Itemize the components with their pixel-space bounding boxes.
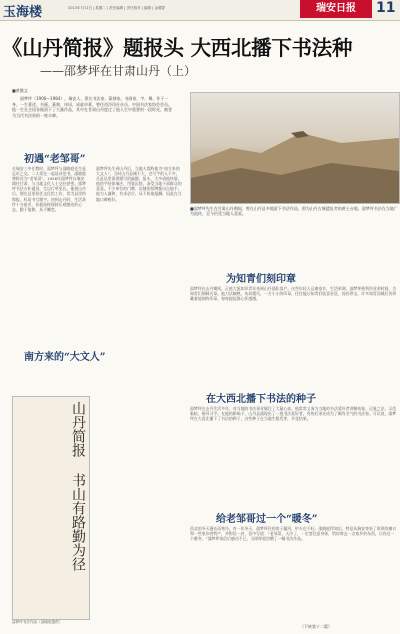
article-title: 《山丹简报》题报头 大西北播下书法种 (2, 36, 353, 60)
photo-caption (190, 206, 398, 217)
header-meta: 2013年7月1日 | 星期二 | 责任编辑 | 责任校对 | 编辑 | 金增婴 (68, 6, 165, 10)
calligraphy-text: 山丹简报 书山有路勤为径 (70, 401, 86, 571)
article-subtitle: ——邵梦坪在甘肃山丹（上） (40, 64, 197, 78)
page-header (0, 0, 400, 21)
section-text-3: 邵梦坪在山丹期间，正值大批知识青年来到山丹插队落户。这些年轻人远离家乡，生活单调。邵梦坪便利用业余时间，为知青们刻制名章。他刀法娴熟，布局精巧，一方小小的印章，往往能让知青们欣喜若狂，视若珍宝。许多知青回城后仍珍藏着他刻的印章，每每提起都心怀感激。 (190, 286, 397, 302)
section-name: 玉海楼 (3, 5, 43, 20)
photo-caption-text: 邵梦坪先生在甘肃山丹期间，曾在山丹县多地留下书法作品，图为山丹古城遗址旁的黄土台地。邵梦坪书法在当地广为流传，至今仍受当地人喜爱。 (190, 206, 398, 217)
calligraphy-image (12, 396, 90, 620)
section-heading-4: 在大西北播下书法的种子 (206, 394, 316, 405)
section-text-4: 邵梦坪在山丹生活多年，对当地的书法事业倾注了大量心血。他常常义务为当地的书法爱好者讲解执笔、运笔之法，示范临帖，指导习字。在他的影响下，山丹县涌现出了一批书法爱好者，有的后来还成为了颇有名气的书法家。可以说，邵梦坪在大西北播下了书法的种子，这些种子在当地生根发芽，开花结果。 (190, 406, 397, 422)
lead-paragraph: 邵梦坪（1906—1984），瑞安人，著名书法家、篆刻家。书画家，字、舞、作于一身，一生著述，书画、篆刻，诗词，成就卓著，曾任西泠印社社员，中国书法家协会会员。他一生在全国各地留下了大量作品，其中在甘肃山丹度过了他人生中重要的一段时光，被誉为当代书法界的一座丰碑。 (12, 96, 172, 118)
section-text-2: 邵梦坪先生到山丹后，当地人都称他为“南方来的大文人”。当时山丹县城不大，会写字的人不多，凡是县里需要题写的匾额、报头，大多请他执笔。他的字结体端庄，用笔沉稳，深受当地干部群众的喜爱。不少单位的门牌、店铺的招牌都出自他手。他为人谦和，有求必应，从不收取报酬，因此在当地口碑极好。 (96, 166, 182, 202)
section-text-5: 西北的冬天漫长而寒冷。有一年冬天，邵梦坪住的房子漏风，炉火也不旺。邵晓庭得知后，特意从瑞安寄来了厚厚的棉衣和一些家乡的特产，并附信一封，信中写道：“老邹哥，天冷了，一定要注意身体，给你寄去一点家乡的东西，让你过一个暖冬。”邵梦坪读信后感动不已，当即挥毫回赠了一幅书法作品。 (190, 526, 397, 542)
newspaper-logo: 瑞安日报 (300, 0, 372, 18)
section-text-1: 在瑞安三中任教时，邵梦坪与邵晓庭先生是忘年之交。二人常在一起谈诗论书，邵晓庭尊称其为“老邹哥”。1956年邵梦坪自瑞安调往甘肃，与当地文化人士交往甚密。邵梦坪书法古朴遒劲，尤以行草见长。他到山丹后，便在县里担任文化馆工作，常为县里的简报、标语书写题字。初到山丹时，生活条件十分艰苦，但他始终保持乐观豁达的心态，勤于笔耕，从不懈怠。 (12, 166, 86, 212)
calligraphy-caption: 邵梦坪书法作品（邵晓庭提供） (12, 620, 63, 624)
page-number: 11 (376, 0, 396, 16)
section-heading-2: 南方来的“大文人” (24, 352, 106, 363)
section-heading-1: 初遇“老邹哥” (24, 154, 86, 165)
section-heading-3: 为知青们刻印章 (226, 274, 296, 285)
section-heading-5: 给老邹哥过一个“暖冬” (216, 514, 318, 525)
byline: ■黄微文 (12, 88, 28, 93)
landscape-illustration (191, 93, 399, 203)
caption-marker: ■ (190, 206, 194, 211)
landscape-photo (190, 92, 400, 204)
continued-note: （下转第十二版） (300, 624, 332, 629)
